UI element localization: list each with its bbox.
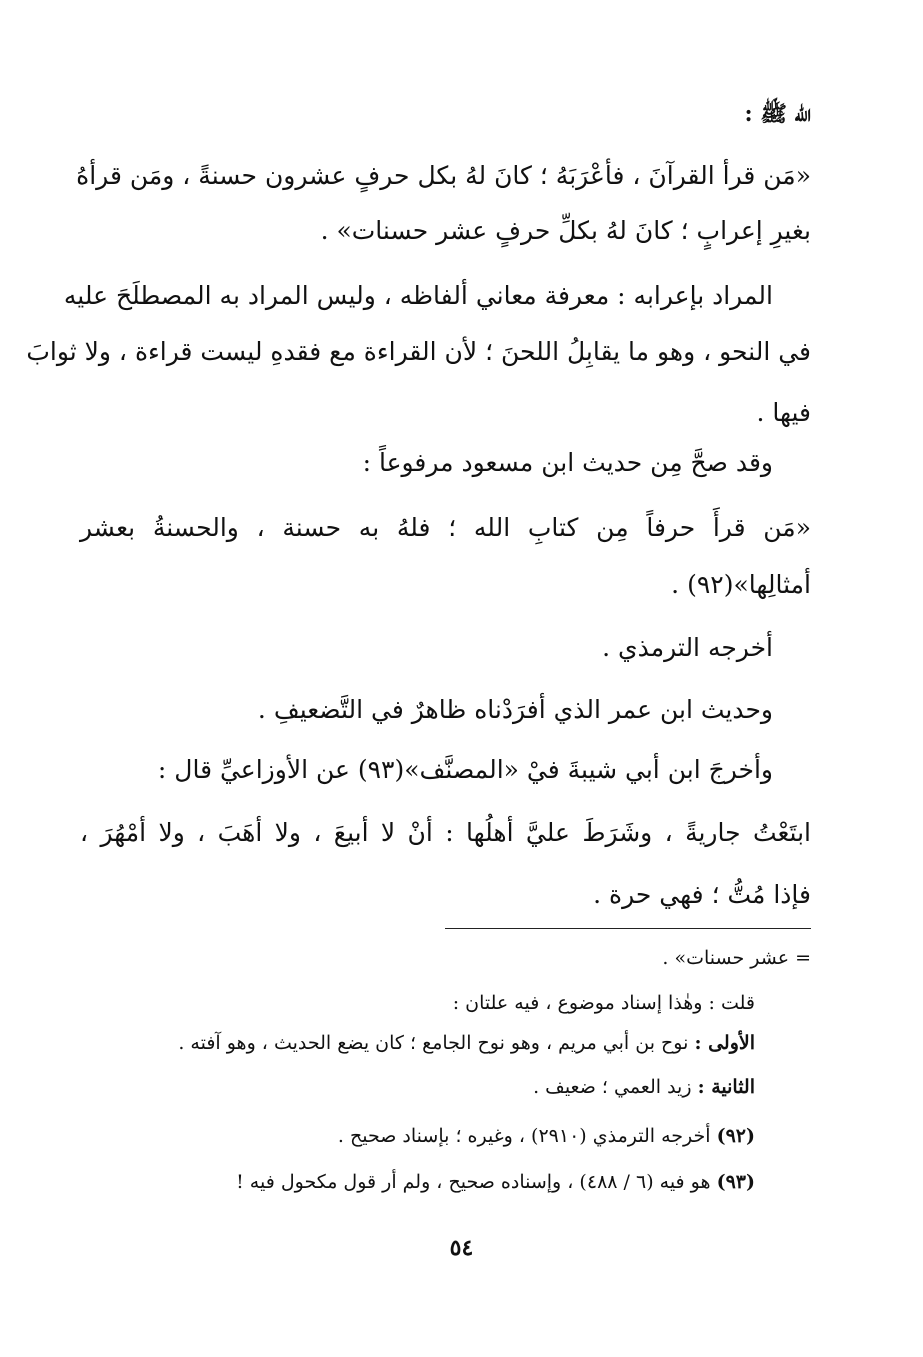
text-line-9: أخرجه الترمذي . <box>602 633 773 662</box>
text-line-4: في النحو ، وهو ما يقابِلُ اللحنَ ؛ لأن القراءة مع فقدهِ ليست قراءة ، ولا ثوابَ <box>26 337 811 366</box>
footnote-first-reason <box>80 1029 755 1057</box>
second-reason-label: الثانية : <box>697 1076 755 1098</box>
footnote-92-number: (٩٢) <box>716 1125 755 1147</box>
footnote-93 <box>80 1168 755 1196</box>
footnote-continuation: = عشر حسنات» . <box>662 947 811 969</box>
text-line-10: وحديث ابن عمر الذي أفرَدْناه ظاهرٌ في التَّضعيفِ . <box>257 695 773 724</box>
heading-fragment: الله ﷺ : <box>744 101 811 127</box>
text-line-5: فيها . <box>756 398 811 427</box>
text-line-7: «مَن قرأَ حرفاً مِن كتابِ الله ؛ فلهُ به حسنة ، والحسنةُ بعشر <box>80 513 811 542</box>
second-reason-text: زيد العمي ؛ ضعيف . <box>533 1076 692 1098</box>
text-line-2: بغيرِ إعرابٍ ؛ كانَ لهُ بكلِّ حرفٍ عشر حسنات» . <box>320 216 811 245</box>
footnote-93-number: (٩٣) <box>716 1171 755 1193</box>
footnote-second-reason <box>80 1073 755 1101</box>
text-line-1: «مَن قرأ القرآنَ ، فأعْرَبَهُ ؛ كانَ لهُ بكل حرفٍ عشرون حسنةً ، ومَن قرأهُ <box>76 161 811 190</box>
text-line-11: وأخرجَ ابن أبي شيبةَ فيْ «المصنَّف»(٩٣) عن الأوزاعيِّ قال : <box>157 755 773 784</box>
text-line-3: المراد بإعرابه : معرفة معاني ألفاظه ، وليس المراد به المصطلَحَ عليه <box>63 281 773 310</box>
text-line-8: أمثالِها»(٩٢) . <box>671 570 811 599</box>
page-number: ٥٤ <box>449 1235 474 1261</box>
footnote-intro: قلت : وهٰذا إسناد موضوع ، فيه علتان : <box>452 992 755 1014</box>
footnote-separator <box>445 928 811 929</box>
footnote-92 <box>80 1122 755 1150</box>
first-reason-text: نوح بن أبي مريم ، وهو نوح الجامع ؛ كان يضع الحديث ، وهو آفته . <box>178 1032 689 1054</box>
footnote-93-text: هو فيه (٦ / ٤٨٨) ، وإسناده صحيح ، ولم أر قول مكحول فيه ! <box>236 1171 711 1193</box>
first-reason-label: الأولى : <box>694 1032 755 1054</box>
footnote-92-text: أخرجه الترمذي (٢٩١٠) ، وغيره ؛ بإسناد صحيح . <box>337 1125 711 1147</box>
text-line-12: ابتَعْتُ جاريةً ، وشَرَطَ عليَّ أهلُها : أنْ لا أبيعَ ، ولا أهَبَ ، ولا أمْهُرَ ، <box>80 818 811 847</box>
text-line-13: فإذا مُتُّ ؛ فهي حرة . <box>593 880 811 909</box>
text-line-6: وقد صحَّ مِن حديث ابن مسعود مرفوعاً : <box>362 448 773 477</box>
